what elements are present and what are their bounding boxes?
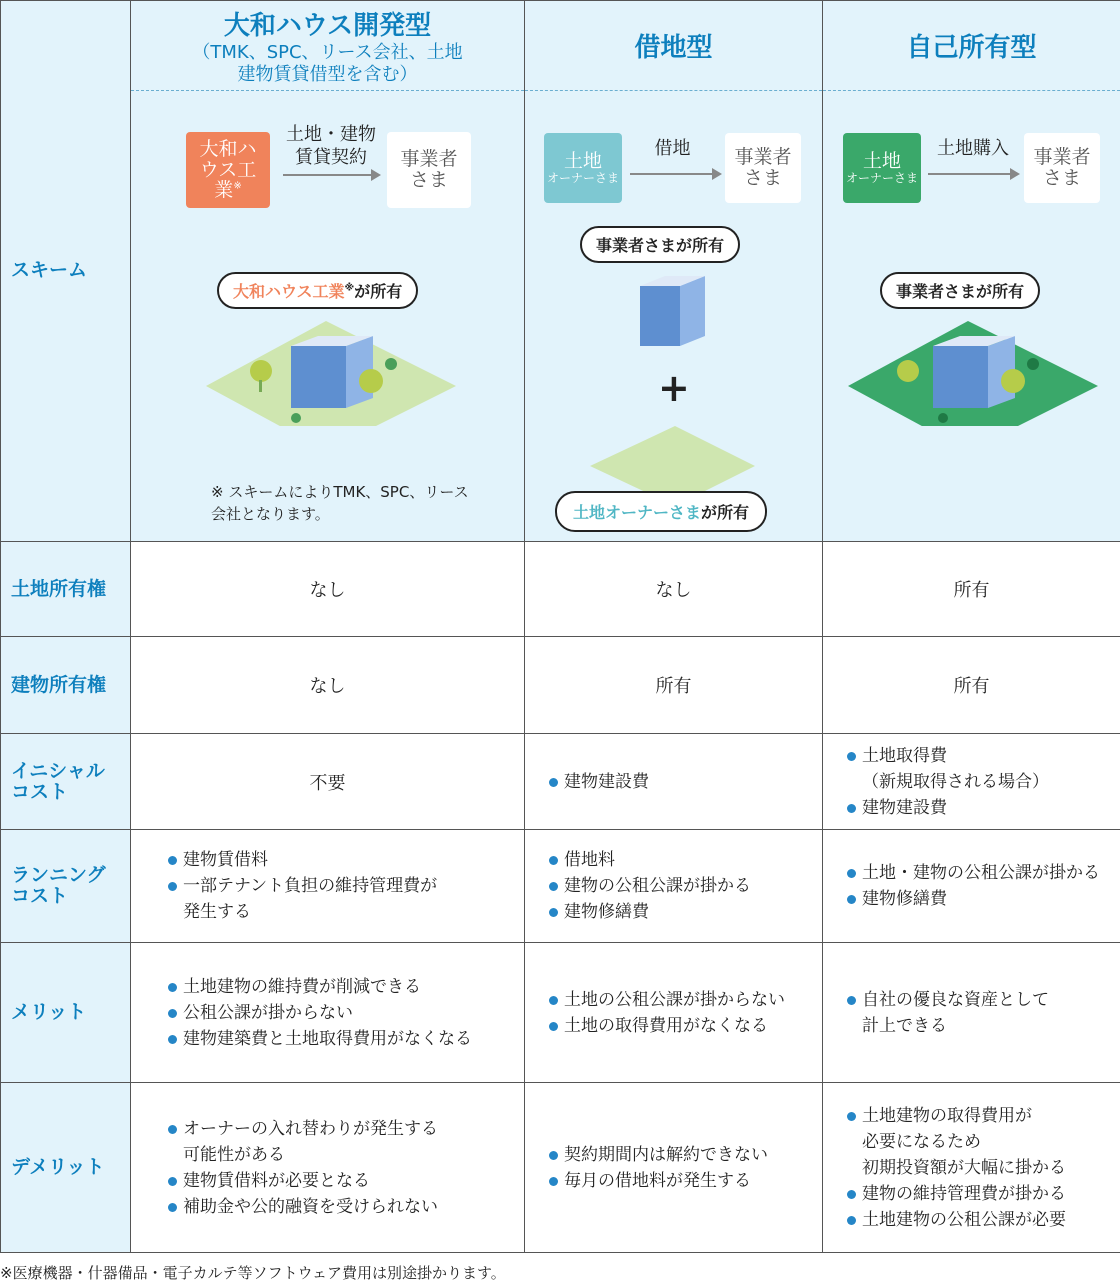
initial-cost-label: イニシャルコスト bbox=[11, 759, 105, 803]
daiwa-bubble-name: 大和ハウス工業 bbox=[233, 282, 345, 301]
shakuchi-arrow bbox=[630, 173, 720, 175]
list-item bbox=[845, 1013, 1120, 1039]
daiwa-business-label: 事業者さま bbox=[400, 148, 458, 191]
scheme-daiwa bbox=[131, 91, 525, 542]
list-item-text: 建物修繕費 bbox=[862, 889, 947, 909]
bullet-icon bbox=[549, 1177, 558, 1186]
column-title-shakuchi: 借地型 bbox=[525, 1, 823, 91]
cell-land-shakuchi: なし bbox=[525, 542, 823, 637]
bullet-icon bbox=[168, 1035, 177, 1044]
cell-building-jiko: 所有 bbox=[823, 637, 1120, 734]
cell-merit-daiwa bbox=[131, 943, 525, 1083]
table-row-initial-cost bbox=[1, 734, 1120, 830]
scheme-row bbox=[1, 91, 1120, 542]
list-item-text: 建物賃借料 bbox=[183, 850, 268, 870]
list-item bbox=[845, 1103, 1120, 1129]
jiko-land-label: 土地 bbox=[862, 149, 901, 172]
header-corner bbox=[1, 1, 131, 91]
bullet-icon bbox=[549, 1022, 558, 1031]
jiko-arrow bbox=[928, 173, 1018, 175]
scheme-shakuchi bbox=[525, 91, 823, 542]
list-item bbox=[547, 1013, 822, 1039]
daiwa-scheme-note: ※ スキームによりTMK、SPC、リース会社となります。 bbox=[211, 483, 469, 523]
bullet-icon bbox=[847, 895, 856, 904]
bullet-icon bbox=[168, 882, 177, 891]
list-item bbox=[166, 1000, 524, 1026]
daiwa-arrow bbox=[283, 174, 379, 176]
scheme-jiko bbox=[823, 91, 1120, 542]
cell-initial-jiko bbox=[823, 734, 1120, 830]
shakuchi-business-box bbox=[725, 133, 801, 203]
running-jiko-list bbox=[845, 860, 1120, 912]
list-item-text: 建物建設費 bbox=[564, 771, 649, 792]
footnote: ※医療機器・什器備品・電子カルテ等ソフトウェア費用は別途掛かります。 bbox=[0, 1264, 506, 1282]
bullet-icon bbox=[847, 1216, 856, 1225]
daiwa-subtitle: （TMK、SPC、リース会社、土地建物賃貸借型を含む） bbox=[192, 41, 463, 85]
list-item-text: オーナーの入れ替わりが発生する bbox=[183, 1118, 438, 1139]
bullet-icon bbox=[847, 996, 856, 1005]
bullet-icon bbox=[168, 1125, 177, 1134]
list-item-text: 発生する bbox=[183, 902, 251, 922]
cell-running-jiko bbox=[823, 830, 1120, 943]
running-shakuchi-list bbox=[547, 847, 822, 925]
row-label-demerit: デメリット bbox=[1, 1083, 131, 1253]
demerit-jiko-list bbox=[845, 1103, 1120, 1233]
list-item bbox=[166, 1168, 524, 1194]
shakuchi-arrow-label: 借地 bbox=[654, 138, 691, 159]
list-item-text: 契約期間内は解約できない bbox=[564, 1144, 768, 1165]
running-daiwa-list bbox=[166, 847, 524, 925]
list-item-text: 土地建物の公租公課が必要 bbox=[862, 1209, 1066, 1230]
demerit-shakuchi-list bbox=[547, 1142, 822, 1194]
shakuchi-building-bubble: 事業者さまが所有 bbox=[580, 226, 740, 263]
list-item-text: 建物建設費 bbox=[862, 797, 947, 818]
cell-demerit-jiko bbox=[823, 1083, 1120, 1253]
list-item-text: 土地取得費 bbox=[862, 745, 947, 766]
list-item bbox=[845, 1181, 1120, 1207]
list-item bbox=[547, 769, 822, 795]
daiwa-title: 大和ハウス開発型 bbox=[223, 10, 432, 41]
daiwa-owner-mark: ※ bbox=[233, 181, 242, 193]
cell-initial-shakuchi bbox=[525, 734, 823, 830]
list-item bbox=[845, 769, 1120, 795]
cell-demerit-daiwa bbox=[131, 1083, 525, 1253]
jiko-land-owner-box bbox=[843, 133, 921, 203]
row-label-land: 土地所有権 bbox=[1, 542, 131, 637]
list-item bbox=[547, 1168, 822, 1194]
list-item-text: 建物賃借料が必要となる bbox=[183, 1170, 370, 1191]
daiwa-owner-box bbox=[186, 132, 270, 208]
list-item-text: 土地・建物の公租公課が掛かる bbox=[862, 863, 1100, 883]
shakuchi-land-label: 土地 bbox=[563, 149, 602, 172]
shakuchi-land-bubble-name: 土地オーナーさま bbox=[573, 503, 702, 522]
merit-shakuchi-list bbox=[547, 987, 822, 1039]
bullet-icon bbox=[549, 1151, 558, 1160]
bullet-icon bbox=[847, 804, 856, 813]
list-item-text: 土地建物の維持費が削減できる bbox=[183, 976, 421, 997]
daiwa-owner-label: 大和ハウス工業 bbox=[199, 137, 257, 202]
running-cost-label: ランニングコスト bbox=[11, 864, 106, 907]
header-row bbox=[1, 1, 1120, 91]
initial-shakuchi-list bbox=[547, 769, 822, 795]
bullet-icon bbox=[168, 1009, 177, 1018]
list-item-text: 建物の公租公課が掛かる bbox=[564, 876, 751, 896]
list-item bbox=[845, 860, 1120, 886]
shakuchi-land-bubble bbox=[555, 491, 767, 532]
cell-running-shakuchi bbox=[525, 830, 823, 943]
bullet-icon bbox=[549, 778, 558, 787]
shakuchi-business-label: 事業者さま bbox=[734, 146, 792, 189]
list-item-text: 建物建築費と土地取得費用がなくなる bbox=[183, 1028, 472, 1049]
jiko-business-box bbox=[1024, 133, 1100, 203]
merit-daiwa-list bbox=[166, 974, 524, 1052]
jiko-land-sublabel: オーナーさま bbox=[845, 170, 918, 185]
jiko-arrow-label: 土地購入 bbox=[937, 138, 1009, 159]
bullet-icon bbox=[168, 1177, 177, 1186]
demerit-daiwa-list bbox=[166, 1116, 524, 1220]
list-item-text: 土地の取得費用がなくなる bbox=[564, 1015, 768, 1036]
list-item-text: 計上できる bbox=[862, 1015, 947, 1036]
jiko-owner-bubble: 事業者さまが所有 bbox=[880, 272, 1040, 309]
list-item-text: 初期投資額が大幅に掛かる bbox=[862, 1157, 1066, 1178]
list-item bbox=[166, 974, 524, 1000]
bullet-icon bbox=[549, 908, 558, 917]
list-item bbox=[547, 1142, 822, 1168]
jiko-business-label: 事業者さま bbox=[1033, 146, 1091, 189]
list-item-text: 公租公課が掛からない bbox=[183, 1002, 353, 1023]
daiwa-bubble-mark: ※ bbox=[344, 282, 355, 294]
list-item bbox=[547, 899, 822, 925]
list-item-text: 自社の優良な資産として bbox=[862, 989, 1049, 1010]
list-item bbox=[547, 873, 822, 899]
bullet-icon bbox=[549, 996, 558, 1005]
list-item bbox=[845, 1155, 1120, 1181]
list-item bbox=[166, 899, 524, 925]
list-item-text: 毎月の借地料が発生する bbox=[564, 1170, 751, 1191]
bullet-icon bbox=[168, 983, 177, 992]
row-label-initial-cost bbox=[1, 734, 131, 830]
shakuchi-building-icon bbox=[630, 266, 720, 356]
row-label-running-cost bbox=[1, 830, 131, 943]
list-item bbox=[845, 743, 1120, 769]
bullet-icon bbox=[168, 856, 177, 865]
merit-jiko-list bbox=[845, 987, 1120, 1039]
list-item-text: 借地料 bbox=[564, 850, 615, 870]
shakuchi-land-owner-box bbox=[544, 133, 622, 203]
daiwa-business-box bbox=[387, 132, 471, 208]
cell-initial-daiwa: 不要 bbox=[131, 734, 525, 830]
column-title-daiwa bbox=[131, 1, 525, 91]
table-row-land bbox=[1, 542, 1120, 637]
list-item-text: 可能性がある bbox=[183, 1144, 285, 1165]
shakuchi-land-sublabel: オーナーさま bbox=[546, 170, 619, 185]
list-item bbox=[547, 847, 822, 873]
jiko-building-illustration bbox=[843, 306, 1103, 426]
row-label-merit: メリット bbox=[1, 943, 131, 1083]
list-item bbox=[845, 987, 1120, 1013]
row-label-scheme: スキーム bbox=[1, 91, 131, 542]
table-row-merit bbox=[1, 943, 1120, 1083]
list-item bbox=[166, 1142, 524, 1168]
cell-building-daiwa: なし bbox=[131, 637, 525, 734]
bullet-icon bbox=[847, 1190, 856, 1199]
daiwa-building-illustration bbox=[201, 306, 471, 426]
list-item-text: （新規取得される場合） bbox=[862, 771, 1049, 792]
daiwa-owner-bubble bbox=[217, 272, 418, 309]
list-item bbox=[845, 1129, 1120, 1155]
list-item bbox=[845, 886, 1120, 912]
bullet-icon bbox=[168, 1203, 177, 1212]
list-item-text: 建物の維持管理費が掛かる bbox=[862, 1183, 1066, 1204]
column-title-jiko: 自己所有型 bbox=[823, 1, 1120, 91]
list-item bbox=[845, 795, 1120, 821]
shakuchi-land-bubble-suffix: が所有 bbox=[701, 503, 750, 522]
bullet-icon bbox=[847, 1112, 856, 1121]
list-item bbox=[547, 987, 822, 1013]
cell-running-daiwa bbox=[131, 830, 525, 943]
list-item-text: 建物修繕費 bbox=[564, 902, 649, 922]
daiwa-bubble-suffix: が所有 bbox=[354, 282, 403, 301]
cell-merit-shakuchi bbox=[525, 943, 823, 1083]
cell-land-daiwa: なし bbox=[131, 542, 525, 637]
plus-sign: + bbox=[658, 366, 690, 410]
table-row-building bbox=[1, 637, 1120, 734]
cell-land-jiko: 所有 bbox=[823, 542, 1120, 637]
row-label-building: 建物所有権 bbox=[1, 637, 131, 734]
list-item bbox=[166, 873, 524, 899]
table-row-demerit bbox=[1, 1083, 1120, 1253]
bullet-icon bbox=[847, 752, 856, 761]
cell-building-shakuchi: 所有 bbox=[525, 637, 823, 734]
list-item bbox=[166, 1026, 524, 1052]
cell-merit-jiko bbox=[823, 943, 1120, 1083]
list-item-text: 補助金や公的融資を受けられない bbox=[183, 1196, 438, 1217]
list-item-text: 一部テナント負担の維持管理費が bbox=[183, 876, 438, 896]
list-item bbox=[166, 847, 524, 873]
cell-demerit-shakuchi bbox=[525, 1083, 823, 1253]
list-item-text: 土地の公租公課が掛からない bbox=[564, 989, 785, 1010]
list-item bbox=[166, 1116, 524, 1142]
bullet-icon bbox=[549, 882, 558, 891]
daiwa-arrow-label: 土地・建物賃貸契約 bbox=[286, 124, 376, 168]
list-item-text: 土地建物の取得費用が bbox=[862, 1105, 1032, 1126]
list-item-text: 必要になるため bbox=[862, 1131, 981, 1152]
table-row-running-cost bbox=[1, 830, 1120, 943]
list-item bbox=[166, 1194, 524, 1220]
bullet-icon bbox=[549, 856, 558, 865]
initial-jiko-list bbox=[845, 743, 1120, 821]
bullet-icon bbox=[847, 869, 856, 878]
list-item bbox=[845, 1207, 1120, 1233]
